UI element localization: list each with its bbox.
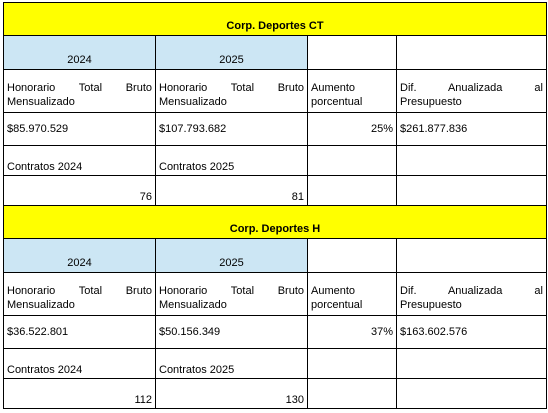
year-cell-b[interactable]: 2025 — [156, 239, 308, 273]
header-row — [4, 273, 547, 316]
value-cell-d[interactable]: $261.877.836 — [397, 113, 547, 146]
value-cell-b[interactable]: $107.793.682 — [156, 113, 308, 146]
header-line: Mensualizado — [7, 96, 75, 108]
empty-cell[interactable] — [397, 239, 547, 273]
contracts-label-a[interactable]: Contratos 2024 — [4, 349, 156, 379]
value-cell-a[interactable]: $36.522.801 — [4, 316, 156, 349]
value-row — [4, 113, 547, 146]
empty-cell[interactable] — [308, 176, 397, 206]
header-row — [4, 70, 547, 113]
value-cell-c[interactable]: 25% — [308, 113, 397, 146]
value-cell-d[interactable]: $163.602.576 — [397, 316, 547, 349]
year-cell-b[interactable]: 2025 — [156, 36, 308, 70]
value-cell-b[interactable]: $50.156.349 — [156, 316, 308, 349]
empty-cell[interactable] — [308, 379, 397, 409]
header-line: Mensualizado — [159, 299, 227, 311]
year-row — [4, 239, 547, 273]
empty-cell[interactable] — [308, 349, 397, 379]
empty-cell[interactable] — [308, 239, 397, 273]
header-line: Aumento — [311, 82, 356, 94]
header-line: porcentual — [311, 96, 363, 108]
header-line: Dif. Anualizada al — [400, 285, 543, 297]
header-cell-c[interactable] — [308, 273, 397, 316]
header-cell-a[interactable] — [4, 273, 156, 316]
header-line: Aumento — [311, 285, 356, 297]
header-line: Presupuesto — [400, 96, 462, 108]
contracts-label-b[interactable]: Contratos 2025 — [156, 146, 308, 176]
header-line: Honorario Total Bruto — [159, 285, 304, 297]
header-line: Presupuesto — [400, 299, 462, 311]
section-title-row — [4, 3, 547, 36]
contracts-count-row — [4, 379, 547, 409]
header-line: Mensualizado — [159, 96, 227, 108]
value-row — [4, 316, 547, 349]
header-line: porcentual — [311, 299, 363, 311]
contracts-count-b[interactable]: 130 — [156, 379, 308, 409]
empty-cell[interactable] — [397, 349, 547, 379]
section-title-row — [4, 206, 547, 239]
empty-cell[interactable] — [397, 379, 547, 409]
section-title[interactable]: Corp. Deportes CT — [4, 3, 547, 36]
header-line: Honorario Total Bruto — [7, 82, 152, 94]
empty-cell[interactable] — [397, 36, 547, 70]
header-cell-a[interactable] — [4, 70, 156, 113]
header-cell-b[interactable] — [156, 273, 308, 316]
contracts-count-b[interactable]: 81 — [156, 176, 308, 206]
header-cell-d[interactable] — [397, 273, 547, 316]
header-cell-c[interactable] — [308, 70, 397, 113]
contracts-label-row — [4, 146, 547, 176]
year-row — [4, 36, 547, 70]
contracts-count-a[interactable]: 112 — [4, 379, 156, 409]
summary-table — [3, 2, 547, 409]
header-line: Mensualizado — [7, 299, 75, 311]
contracts-count-a[interactable]: 76 — [4, 176, 156, 206]
contracts-label-b[interactable]: Contratos 2025 — [156, 349, 308, 379]
header-line: Honorario Total Bruto — [7, 285, 152, 297]
empty-cell[interactable] — [397, 146, 547, 176]
header-cell-d[interactable] — [397, 70, 547, 113]
header-line: Honorario Total Bruto — [159, 82, 304, 94]
value-cell-a[interactable]: $85.970.529 — [4, 113, 156, 146]
contracts-label-a[interactable]: Contratos 2024 — [4, 146, 156, 176]
empty-cell[interactable] — [308, 146, 397, 176]
header-line: Dif. Anualizada al — [400, 82, 543, 94]
year-cell-a[interactable]: 2024 — [4, 36, 156, 70]
contracts-count-row — [4, 176, 547, 206]
empty-cell[interactable] — [397, 176, 547, 206]
value-cell-c[interactable]: 37% — [308, 316, 397, 349]
year-cell-a[interactable]: 2024 — [4, 239, 156, 273]
empty-cell[interactable] — [308, 36, 397, 70]
header-cell-b[interactable] — [156, 70, 308, 113]
section-title[interactable]: Corp. Deportes H — [4, 206, 547, 239]
contracts-label-row — [4, 349, 547, 379]
